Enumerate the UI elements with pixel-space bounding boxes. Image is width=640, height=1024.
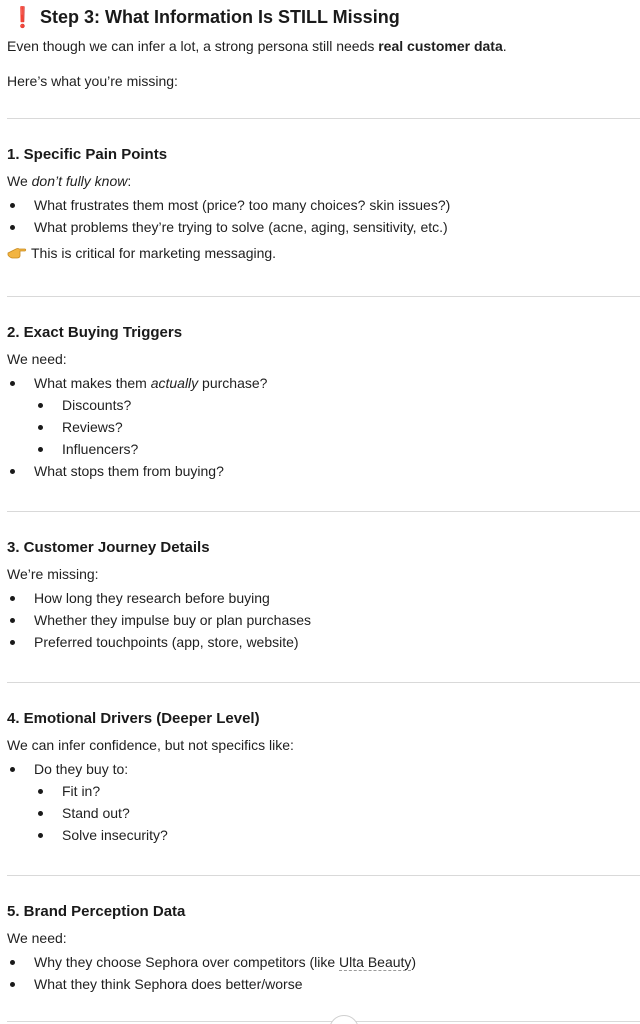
note-text: This is critical for marketing messaging. xyxy=(31,245,277,261)
section-brand-perception xyxy=(7,901,637,995)
bullet-list xyxy=(7,951,637,995)
intro-text-before: Even though we can infer a lot, a strong persona still needs xyxy=(7,38,379,54)
section-buying-triggers xyxy=(7,322,637,482)
divider xyxy=(7,682,640,683)
lead-italic: don’t fully know xyxy=(31,173,128,189)
step-heading xyxy=(8,4,400,30)
bullet-list xyxy=(7,194,637,238)
section-heading: 1. Specific Pain Points xyxy=(7,146,168,163)
section-lead: We can infer confidence, but not specifics like: xyxy=(7,737,294,753)
divider xyxy=(7,296,640,297)
intro-text-bold: real customer data xyxy=(378,38,503,54)
list-item: Do they buy to: xyxy=(7,758,637,780)
sub-list-item: Fit in? xyxy=(7,780,637,802)
intro-text-after: . xyxy=(502,38,507,54)
sub-list-item: Discounts? xyxy=(7,394,637,416)
section-lead: We’re missing: xyxy=(7,566,99,582)
divider xyxy=(7,875,640,876)
bullet-list xyxy=(7,587,637,653)
section-lead: We need: xyxy=(7,930,67,946)
list-item: What problems they’re trying to solve (acne, aging, sensitivity, etc.) xyxy=(7,216,637,238)
divider xyxy=(7,1021,640,1022)
lead-text: We xyxy=(7,173,32,189)
item-text-after: ) xyxy=(411,954,417,970)
scroll-down-button[interactable] xyxy=(329,1015,359,1024)
section-lead: We need: xyxy=(7,351,67,367)
list-item: What they think Sephora does better/worse xyxy=(7,973,637,995)
section-pain-points xyxy=(7,144,637,264)
section-heading: 4. Emotional Drivers (Deeper Level) xyxy=(7,710,260,727)
step-title: Step 3: What Information Is STILL Missing xyxy=(40,6,400,27)
list-item: Whether they impulse buy or plan purchases xyxy=(7,609,637,631)
list-item xyxy=(7,372,637,394)
item-text: Why they choose Sephora over competitors (like xyxy=(34,954,340,970)
section-heading: 5. Brand Perception Data xyxy=(7,903,186,920)
section-lead xyxy=(7,172,637,190)
section-heading: 3. Customer Journey Details xyxy=(7,539,210,556)
list-item: What stops them from buying? xyxy=(7,460,637,482)
sub-list-item: Reviews? xyxy=(7,416,637,438)
bullet-list xyxy=(7,758,637,846)
exclamation-icon: ❗ xyxy=(10,6,35,29)
bullet-list xyxy=(7,372,637,482)
divider xyxy=(7,511,640,512)
list-item: What frustrates them most (price? too many choices? skin issues?) xyxy=(7,194,637,216)
section-customer-journey xyxy=(7,537,637,653)
section-emotional-drivers xyxy=(7,708,637,846)
list-item xyxy=(7,951,637,973)
missing-lead: Here’s what you’re missing: xyxy=(7,73,178,89)
lead-text-after: : xyxy=(127,173,132,189)
item-text: What makes them xyxy=(34,375,151,391)
sub-list-item: Stand out? xyxy=(7,802,637,824)
list-item: Preferred touchpoints (app, store, website) xyxy=(7,631,637,653)
note-line xyxy=(7,242,637,264)
sub-list-item: Influencers? xyxy=(7,438,637,460)
item-text-after: purchase? xyxy=(198,375,268,391)
ulta-beauty-link[interactable]: Ulta Beauty xyxy=(339,954,412,970)
item-italic: actually xyxy=(150,375,199,391)
list-item: How long they research before buying xyxy=(7,587,637,609)
divider xyxy=(7,118,640,119)
pointing-hand-icon xyxy=(7,246,27,260)
section-heading: 2. Exact Buying Triggers xyxy=(7,324,183,341)
sub-list-item: Solve insecurity? xyxy=(7,824,637,846)
intro-paragraph xyxy=(7,37,507,55)
